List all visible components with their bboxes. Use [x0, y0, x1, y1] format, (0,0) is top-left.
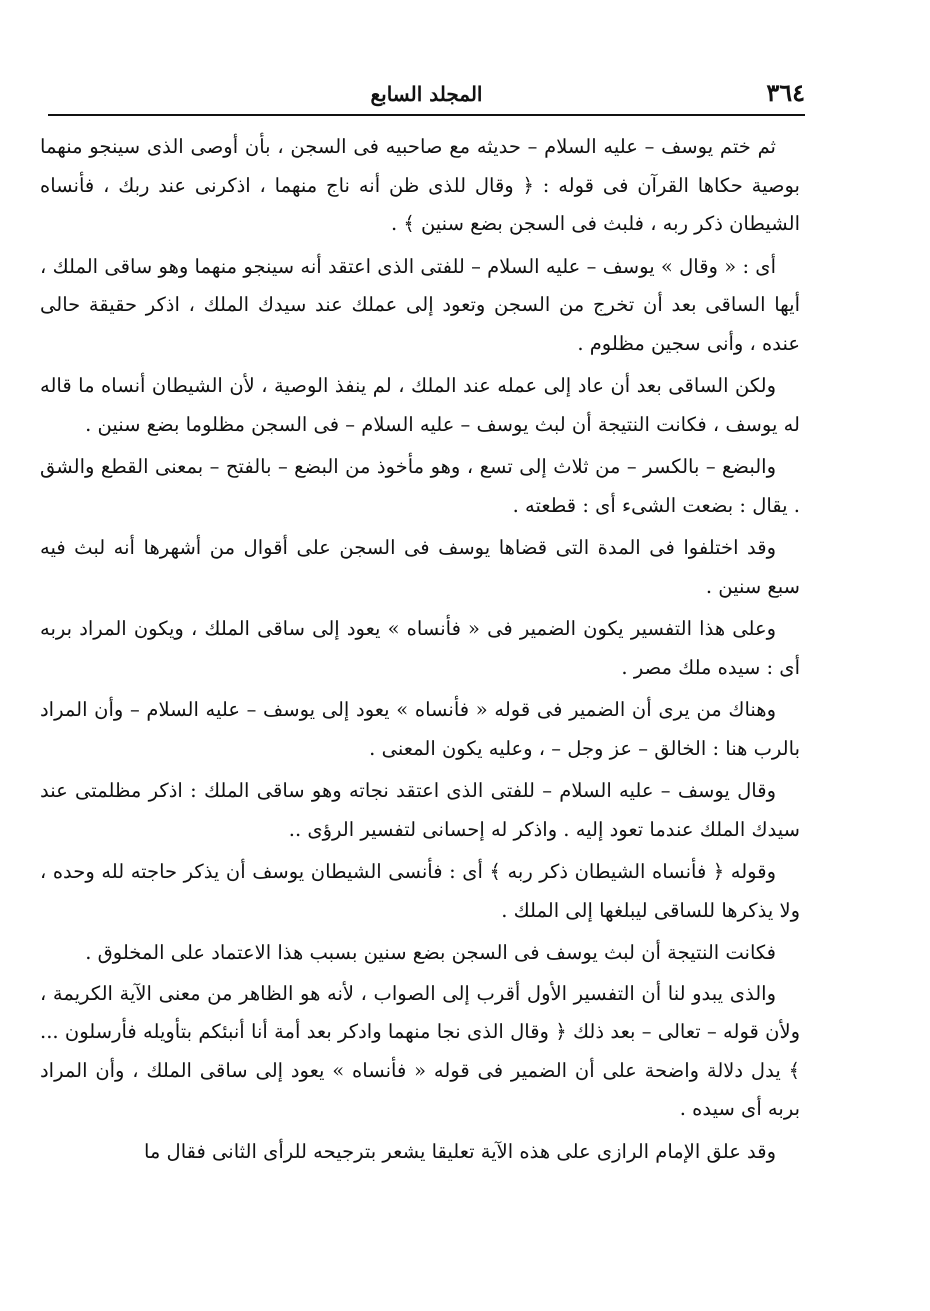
paragraph: وقد اختلفوا فى المدة التى قضاها يوسف فى السجن على أقوال من أشهرها أنه لبث فيه سبع سنين .: [40, 536, 800, 598]
paragraph: وقد علق الإمام الرازى على هذه الآية تعليقا يشعر بترجيحه للرأى الثانى فقال ما: [143, 1139, 776, 1163]
header-rule: [48, 114, 805, 116]
paragraph: ولكن الساقى بعد أن عاد إلى عمله عند الملك ، لم ينفذ الوصية ، لأن الشيطان أنساه ما قاله له يوسف ، فكانت النتيجة أن لبث يوسف – عليه السلام – فى السجن مظلوما بضع سنين .: [40, 374, 800, 436]
paragraph: فكانت النتيجة أن لبث يوسف فى السجن بضع سنين بسبب هذا الاعتماد على المخلوق .: [85, 941, 776, 964]
paragraph: والبضع – بالكسر – من ثلاث إلى تسع ، وهو مأخوذ من البضع – بالفتح – بمعنى القطع والشق . يقال : بضعت الشىء أى : قطعته .: [40, 455, 800, 517]
paragraph: والذى يبدو لنا أن التفسير الأول أقرب إلى الصواب ، لأنه هو الظاهر من معنى الآية الكريمة ، ولأن قوله – تعالى – بعد ذلك ﴿ وقال الذى نجا منهما وادكر بعد أمة أنا أنبئكم بتأويله فأرسلون ... ﴾ يدل دلالة واضحة على أن الضمير فى قوله « فأنساه » يعود إلى ساقى الملك ، وأن المراد بربه أى سيده .: [40, 981, 800, 1120]
paragraph: ثم ختم يوسف – عليه السلام – حديثه مع صاحبيه فى السجن ، بأن أوصى الذى سينجو منهما بوصية حكاها القرآن فى قوله : ﴿ وقال للذى ظن أنه ناج منهما ، اذكرنى عند ربك ، فأنساه الشيطان ذكر ربه ، فلبث فى السجن بضع سنين ﴾ .: [40, 135, 800, 235]
body-text: [40, 128, 800, 1175]
paragraph: أى : « وقال » يوسف – عليه السلام – للفتى الذى اعتقد أنه سينجو منهما وهو ساقى الملك ، أيها الساقى بعد أن تخرج من السجن وتعود إلى عملك عند سيدك الملك ، اذكر حقيقة حالى عنده ، وأنى سجين مظلوم .: [40, 254, 800, 355]
page-header: [48, 78, 805, 112]
page-number: ٣٦٤: [766, 78, 805, 107]
paragraph: وعلى هذا التفسير يكون الضمير فى « فأنساه » يعود إلى ساقى الملك ، ويكون المراد بربه أى : سيده ملك مصر .: [40, 617, 800, 679]
paragraph: وقال يوسف – عليه السلام – للفتى الذى اعتقد نجاته وهو ساقى الملك : اذكر مظلمتى عند سيدك الملك عندما تعود إليه . واذكر له إحسانى لتفسير الرؤى ..: [40, 779, 800, 841]
paragraph: وهناك من يرى أن الضمير فى قوله « فأنساه » يعود إلى يوسف – عليه السلام – وأن المراد بالرب هنا : الخالق – عز وجل – ، وعليه يكون المعنى .: [40, 698, 800, 760]
running-title: المجلد السابع: [370, 82, 483, 106]
paragraph: وقوله ﴿ فأنساه الشيطان ذكر ربه ﴾ أى : فأنسى الشيطان يوسف أن يذكر حاجته لله وحده ، ولا يذكرها للساقى ليبلغها إلى الملك .: [40, 860, 800, 922]
